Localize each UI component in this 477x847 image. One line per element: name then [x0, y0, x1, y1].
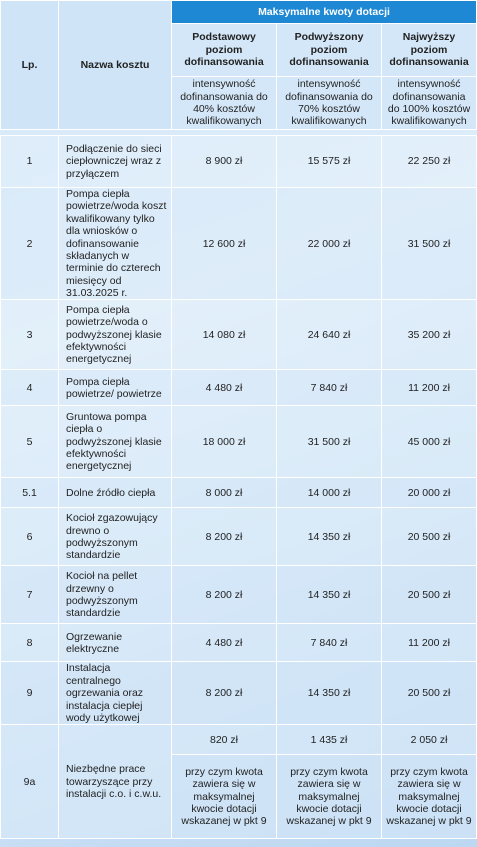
row-value-increased: 15 575 zł [277, 136, 382, 188]
row-value-basic: 8 200 zł [172, 662, 277, 725]
row-value-increased: 14 350 zł [277, 662, 382, 725]
table-row [1, 188, 477, 300]
row-value-highest: 31 500 zł [382, 188, 477, 300]
row-value-highest: 2 050 zł [382, 725, 477, 755]
row-cost-name: Niezbędne prace towarzyszące przy instalacji c.o. i c.w.u. [59, 725, 172, 839]
row-value-basic: 8 200 zł [172, 508, 277, 566]
row-value-highest: 11 200 zł [382, 624, 477, 662]
header-intensity-increased: intensywność dofinansowania do 70% kosztów kwalifikowanych [277, 77, 382, 130]
header-max-amounts: Maksymalne kwoty dotacji [172, 1, 477, 24]
table-row [1, 624, 477, 662]
header-level-increased: Podwyższony poziom dofinansowania [277, 24, 382, 77]
row-value-highest: 45 000 zł [382, 406, 477, 478]
row-value-highest: 20 500 zł [382, 662, 477, 725]
row-cost-name: Pompa ciepła powietrze/woda koszt kwalifikowany tylko dla wniosków o dofinansowanie składanych w terminie do czterech miesięcy od 31.03.2025 r. [59, 188, 172, 300]
row-cost-name: Dolne źródło ciepła [59, 478, 172, 508]
row-value-increased: 31 500 zł [277, 406, 382, 478]
header-intensity-highest: intensywność dofinansowania do 100% kosztów kwalifikowanych [382, 77, 477, 130]
header-level-highest: Najwyższy poziom dofinansowania [382, 24, 477, 77]
row-cost-name: Pompa ciepła powietrze/woda o podwyższonej klasie efektywności energetycznej [59, 300, 172, 370]
table-row [1, 136, 477, 188]
note-highest: przy czym kwota zawiera się w maksymalnej kwocie dotacji wskazanej w pkt 9 [382, 755, 477, 839]
row-cost-name: Kocioł na pellet drzewny o podwyższonym standardzie [59, 566, 172, 624]
row-cost-name: Kocioł zgazowujący drewno o podwyższonym standardzie [59, 508, 172, 566]
table-row [1, 478, 477, 508]
row-value-basic: 14 080 zł [172, 300, 277, 370]
row-value-highest: 22 250 zł [382, 136, 477, 188]
row-value-highest: 20 000 zł [382, 478, 477, 508]
row-value-highest: 11 200 zł [382, 370, 477, 406]
row-value-increased: 24 640 zł [277, 300, 382, 370]
row-cost-name: Ogrzewanie elektryczne [59, 624, 172, 662]
row-lp: 9 [1, 662, 59, 725]
row-cost-name: Pompa ciepła powietrze/ powietrze [59, 370, 172, 406]
table-row [1, 508, 477, 566]
row-lp: 8 [1, 624, 59, 662]
row-cost-name: Podłączenie do sieci ciepłowniczej wraz z przyłączem [59, 136, 172, 188]
row-value-increased: 14 350 zł [277, 566, 382, 624]
row-value-basic: 18 000 zł [172, 406, 277, 478]
row-value-increased: 7 840 zł [277, 624, 382, 662]
row-value-basic: 8 900 zł [172, 136, 277, 188]
header-cost-name: Nazwa kosztu [59, 1, 172, 130]
row-lp: 5.1 [1, 478, 59, 508]
table-row-9a [1, 725, 477, 755]
row-lp: 2 [1, 188, 59, 300]
table-row [1, 662, 477, 725]
table-row [1, 300, 477, 370]
row-value-basic: 4 480 zł [172, 370, 277, 406]
row-value-increased: 7 840 zł [277, 370, 382, 406]
table-row [1, 406, 477, 478]
header-intensity-basic: intensywność dofinansowania do 40% kosztów kwalifikowanych [172, 77, 277, 130]
row-lp: 9a [1, 725, 59, 839]
header-lp: Lp. [1, 1, 59, 130]
note-basic: przy czym kwota zawiera się w maksymalnej kwocie dotacji wskazanej w pkt 9 [172, 755, 277, 839]
row-value-increased: 14 350 zł [277, 508, 382, 566]
header-level-basic: Podstawowy poziom dofinansowania [172, 24, 277, 77]
row-cost-name: Instalacja centralnego ogrzewania oraz instalacja ciepłej wody użytkowej [59, 662, 172, 725]
row-value-basic: 820 zł [172, 725, 277, 755]
row-value-basic: 12 600 zł [172, 188, 277, 300]
note-increased: przy czym kwota zawiera się w maksymalnej kwocie dotacji wskazanej w pkt 9 [277, 755, 382, 839]
table-row [1, 370, 477, 406]
table-row [1, 566, 477, 624]
row-lp: 3 [1, 300, 59, 370]
row-value-basic: 4 480 zł [172, 624, 277, 662]
row-lp: 6 [1, 508, 59, 566]
row-lp: 4 [1, 370, 59, 406]
row-value-increased: 22 000 zł [277, 188, 382, 300]
row-value-basic: 8 000 zł [172, 478, 277, 508]
row-value-increased: 1 435 zł [277, 725, 382, 755]
row-value-increased: 14 000 zł [277, 478, 382, 508]
row-lp: 7 [1, 566, 59, 624]
row-value-basic: 8 200 zł [172, 566, 277, 624]
row-lp: 1 [1, 136, 59, 188]
row-lp: 5 [1, 406, 59, 478]
row-value-highest: 20 500 zł [382, 508, 477, 566]
row-value-highest: 20 500 zł [382, 566, 477, 624]
row-value-highest: 35 200 zł [382, 300, 477, 370]
row-cost-name: Gruntowa pompa ciepła o podwyższonej klasie efektywności energetycznej [59, 406, 172, 478]
